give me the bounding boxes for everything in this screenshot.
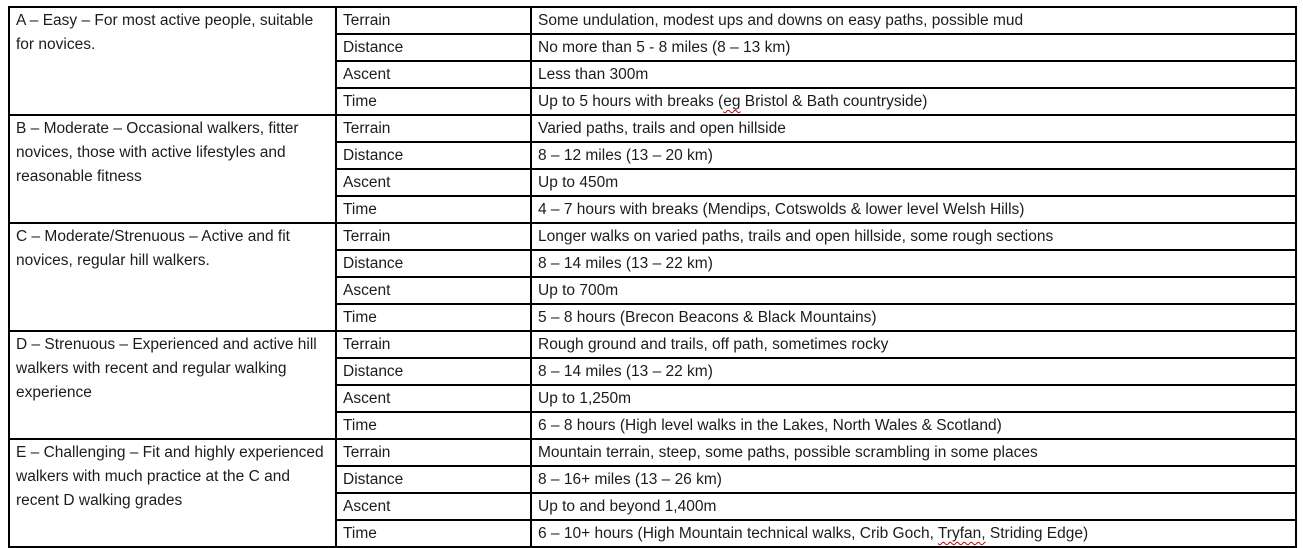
grade-e-distance-label: Distance xyxy=(336,466,531,493)
grade-c-terrain-label: Terrain xyxy=(336,223,531,250)
grade-a-ascent-label: Ascent xyxy=(336,61,531,88)
time-text: 6 – 8 hours (High level walks in the Lakes, North Wales & Scotland) xyxy=(538,417,1002,434)
grade-a-distance-value: No more than 5 - 8 miles (8 – 13 km) xyxy=(531,34,1296,61)
grade-b-terrain-label: Terrain xyxy=(336,115,531,142)
grade-a-ascent-value: Less than 300m xyxy=(531,61,1296,88)
grade-c-ascent-value: Up to 700m xyxy=(531,277,1296,304)
grade-c-terrain-value: Longer walks on varied paths, trails and open hillside, some rough sections xyxy=(531,223,1296,250)
time-text: Bristol & Bath countryside) xyxy=(740,93,928,110)
grade-d-terrain-label: Terrain xyxy=(336,331,531,358)
grade-d-distance-value: 8 – 14 miles (13 – 22 km) xyxy=(531,358,1296,385)
grade-b-distance-label: Distance xyxy=(336,142,531,169)
table-row xyxy=(9,7,1296,34)
grade-d-distance-label: Distance xyxy=(336,358,531,385)
grade-e-description: E – Challenging – Fit and highly experienced walkers with much practice at the C and recent D walking grades xyxy=(9,439,336,547)
grade-e-time-label: Time xyxy=(336,520,531,547)
grade-c-distance-label: Distance xyxy=(336,250,531,277)
grade-e-ascent-value: Up to and beyond 1,400m xyxy=(531,493,1296,520)
walking-grades-table xyxy=(8,6,1297,548)
grade-a-description: A – Easy – For most active people, suitable for novices. xyxy=(9,7,336,115)
grade-c-ascent-label: Ascent xyxy=(336,277,531,304)
grade-a-terrain-label: Terrain xyxy=(336,7,531,34)
grade-b-distance-value: 8 – 12 miles (13 – 20 km) xyxy=(531,142,1296,169)
grade-b-description: B – Moderate – Occasional walkers, fitter novices, those with active lifestyles and reasonable fitness xyxy=(9,115,336,223)
grade-d-time-label: Time xyxy=(336,412,531,439)
grade-d-description: D – Strenuous – Experienced and active hill walkers with recent and regular walking experience xyxy=(9,331,336,439)
grade-a-distance-label: Distance xyxy=(336,34,531,61)
grade-c-distance-value: 8 – 14 miles (13 – 22 km) xyxy=(531,250,1296,277)
grade-c-time-label: Time xyxy=(336,304,531,331)
misspelled-word: eg xyxy=(723,93,741,110)
time-text: Striding Edge) xyxy=(985,525,1089,542)
grade-b-ascent-value: Up to 450m xyxy=(531,169,1296,196)
grade-e-distance-value: 8 – 16+ miles (13 – 26 km) xyxy=(531,466,1296,493)
table-row xyxy=(9,223,1296,250)
grade-d-time-value xyxy=(531,412,1296,439)
grade-c-description: C – Moderate/Strenuous – Active and fit novices, regular hill walkers. xyxy=(9,223,336,331)
table-row xyxy=(9,439,1296,466)
grade-a-time-label: Time xyxy=(336,88,531,115)
grade-a-terrain-value: Some undulation, modest ups and downs on easy paths, possible mud xyxy=(531,7,1296,34)
time-text: 4 – 7 hours with breaks (Mendips, Cotswolds & lower level Welsh Hills) xyxy=(538,201,1025,218)
grade-b-ascent-label: Ascent xyxy=(336,169,531,196)
grade-e-ascent-label: Ascent xyxy=(336,493,531,520)
grade-e-terrain-value: Mountain terrain, steep, some paths, possible scrambling in some places xyxy=(531,439,1296,466)
grade-b-terrain-value: Varied paths, trails and open hillside xyxy=(531,115,1296,142)
grade-b-time-value xyxy=(531,196,1296,223)
time-text: Up to 5 hours with breaks ( xyxy=(538,93,724,110)
misspelled-word: Tryfan, xyxy=(937,525,986,542)
table-row xyxy=(9,115,1296,142)
grade-b-time-label: Time xyxy=(336,196,531,223)
time-text: 6 – 10+ hours (High Mountain technical walks, Crib Goch, xyxy=(538,525,938,542)
grade-e-time-value xyxy=(531,520,1296,547)
grade-d-terrain-value: Rough ground and trails, off path, sometimes rocky xyxy=(531,331,1296,358)
grade-a-time-value xyxy=(531,88,1296,115)
grade-c-time-value xyxy=(531,304,1296,331)
grade-d-ascent-value: Up to 1,250m xyxy=(531,385,1296,412)
grade-d-ascent-label: Ascent xyxy=(336,385,531,412)
grade-e-terrain-label: Terrain xyxy=(336,439,531,466)
time-text: 5 – 8 hours (Brecon Beacons & Black Mountains) xyxy=(538,309,877,326)
table-row xyxy=(9,331,1296,358)
